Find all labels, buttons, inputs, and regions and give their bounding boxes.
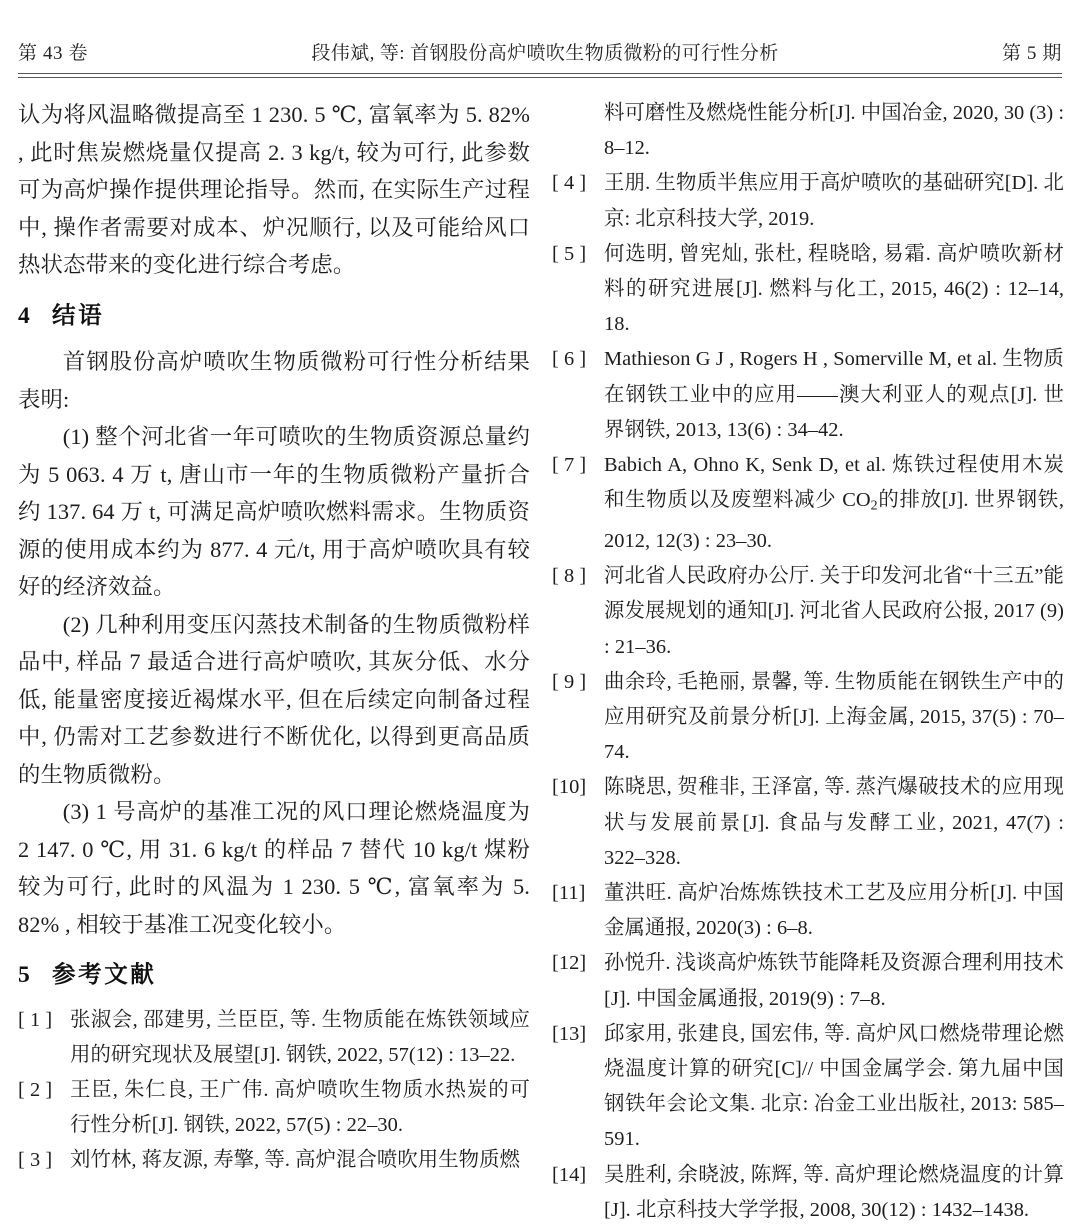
reference-item	[552, 237, 1064, 343]
reference-text: 吴胜利, 余晓波, 陈辉, 等. 高炉理论燃烧温度的计算[J]. 北京科技大学学报, 2008, 30(12) : 1432–1438.	[604, 1163, 1064, 1221]
header-rule-lower	[18, 77, 1062, 78]
spacer	[18, 943, 530, 957]
volume-label: 第 43 卷	[18, 43, 89, 64]
reference-text: 陈晓思, 贺稚非, 王泽富, 等. 蒸汽爆破技术的应用现状与发展前景[J]. 食品与发酵工业, 2021, 47(7) : 322–328.	[604, 776, 1064, 869]
paragraph-conclusion-1: (1) 整个河北省一年可喷吹的生物质资源总量约为 5 063. 4 万 t, 唐山市一年的生物质微粉产量折合约 137. 64 万 t, 可满足高炉喷吹燃料需求。生物质资源的使用成本约为 877. 4 元/t, 用于高炉喷吹具有较好的经济效益。	[18, 424, 530, 599]
reference-item	[552, 448, 1064, 559]
reference-text-pre: Babich A, Ohno K, Senk D, et al. 炼铁过程使用木炭和生物质以及废塑料减少 CO	[604, 454, 1064, 512]
reference-list-right	[552, 166, 1064, 1228]
reference-text: 王朋. 生物质半焦应用于高炉喷吹的基础研究[D]. 北京: 北京科技大学, 2019.	[604, 172, 1064, 230]
issue-label: 第 5 期	[1001, 43, 1062, 64]
reference-item	[552, 946, 1064, 1016]
reference-item	[552, 166, 1064, 236]
reference-item	[552, 876, 1064, 946]
reference-item	[552, 770, 1064, 876]
reference-text: 董洪旺. 高炉冶炼炼铁技术工艺及应用分析[J]. 中国金属通报, 2020(3) : 6–8.	[604, 881, 1064, 940]
reference-number: [14]	[552, 1163, 587, 1186]
reference-item	[552, 342, 1064, 448]
section-title: 结语	[52, 302, 105, 329]
reference-number: [ 3 ]	[18, 1149, 53, 1172]
paragraph-conclusion-3: (3) 1 号高炉的基准工况的风口理论燃烧温度为 2 147. 0 ℃, 用 31. 6 kg/t 的样品 7 替代 10 kg/t 煤粉较为可行, 此时的风温为 1 230. 5 ℃, 富氧率为 5. 82% , 相较于基准工况变化较小。	[18, 799, 530, 937]
spacer	[18, 995, 530, 1003]
reference-item	[552, 559, 1064, 665]
reference-text-co2	[604, 448, 1064, 559]
reference-text-post: 的排放[J]. 世界钢铁, 2012, 12(3) : 23–30.	[604, 489, 1065, 552]
paragraph-conclusion-2: (2) 几种利用变压闪蒸技术制备的生物质微粉样品中, 样品 7 最适合进行高炉喷吹, 其灰分低、水分低, 能量密度接近褐煤水平, 但在后续定向制备过程中, 仍需对工艺参数进行不断优化, 以得到更高品质的生物质微粉。	[18, 611, 530, 787]
subscript-2: 2	[870, 498, 878, 514]
reference-text: 何选明, 曾宪灿, 张杜, 程晓晗, 易霜. 高炉喷吹新材料的研究进展[J]. 燃料与化工, 2015, 46(2) : 12–14, 18.	[604, 242, 1064, 336]
reference-item	[18, 1003, 530, 1073]
reference-number: [ 9 ]	[552, 670, 587, 693]
reference-number: [ 1 ]	[18, 1008, 53, 1031]
page-title: 段伟斌, 等: 首钢股份高炉喷吹生物质微粉的可行性分析	[311, 43, 779, 64]
reference-item	[552, 1017, 1064, 1158]
right-column	[552, 96, 1064, 1228]
reference-item	[18, 1073, 530, 1143]
reference-text: 孙悦升. 浅谈高炉炼铁节能降耗及资源合理利用技术[J]. 中国金属通报, 2019(9) : 7–8.	[604, 952, 1064, 1010]
reference-list-left	[18, 1003, 530, 1179]
reference-text: Mathieson G J , Rogers H , Somerville M, et al. 生物质在钢铁工业中的应用——澳大利亚人的观点[J]. 世界钢铁, 2013, 13(6) : 34–42.	[604, 348, 1064, 441]
reference-text: 邱家用, 张建良, 国宏伟, 等. 高炉风口燃烧带理论燃烧温度计算的研究[C]// 中国金属学会. 第九届中国钢铁年会论文集. 北京: 冶金工业出版社, 2013: 585–591.	[604, 1022, 1064, 1151]
header-double-rule	[18, 73, 1062, 78]
reference-text: 河北省人民政府办公厅. 关于印发河北省“十三五”能源发展规划的通知[J]. 河北省人民政府公报, 2017 (9) : 21–36.	[604, 565, 1064, 658]
spacer	[18, 284, 530, 298]
reference-number: [10]	[552, 776, 587, 799]
section-heading-5	[18, 957, 530, 995]
reference-number: [12]	[552, 952, 587, 975]
running-head	[18, 38, 1062, 68]
reference-number: [ 2 ]	[18, 1078, 53, 1101]
reference-item	[18, 1143, 530, 1178]
reference-number: [ 6 ]	[552, 348, 587, 371]
reference-text: 曲余玲, 毛艳丽, 景馨, 等. 生物质能在钢铁生产中的应用研究及前景分析[J]. 上海金属, 2015, 37(5) : 70–74.	[604, 670, 1064, 764]
spacer	[18, 335, 530, 343]
reference-number: [ 8 ]	[552, 565, 587, 588]
continued-paragraph: 认为将风温略微提高至 1 230. 5 ℃, 富氧率为 5. 82% , 此时焦炭燃烧量仅提高 2. 3 kg/t, 较为可行, 此参数可为高炉操作提供理论指导。然而, 在实际生产过程中, 操作者需要对成本、炉况顺行, 以及可能给风口热状态带来的变化进行综合考虑。	[18, 102, 530, 277]
reference-text: 王臣, 朱仁良, 王广伟. 高炉喷吹生物质水热炭的可行性分析[J]. 钢铁, 2022, 57(5) : 22–30.	[70, 1078, 530, 1137]
reference-number: [13]	[552, 1022, 587, 1045]
section-number: 4	[18, 302, 30, 329]
left-column	[18, 96, 530, 1179]
reference-text: 刘竹林, 蒋友源, 寿擎, 等. 高炉混合喷吹用生物质燃	[70, 1149, 520, 1172]
reference-number: [ 4 ]	[552, 172, 587, 195]
reference-number: [11]	[552, 881, 586, 904]
reference-number: [ 5 ]	[552, 242, 587, 265]
paragraph-conclusion-intro: 首钢股份高炉喷吹生物质微粉可行性分析结果表明:	[18, 349, 530, 412]
reference-item	[552, 1158, 1064, 1228]
reference-item	[552, 665, 1064, 771]
reference-text: 张淑会, 邵建男, 兰臣臣, 等. 生物质能在炼铁领域应用的研究现状及展望[J]. 钢铁, 2022, 57(12) : 13–22.	[70, 1008, 530, 1066]
section-number: 5	[18, 962, 30, 988]
section-heading-4	[18, 298, 530, 336]
header-rule-upper	[18, 73, 1062, 74]
reference-number: [ 7 ]	[552, 454, 587, 477]
reference-3-continuation: 料可磨性及燃烧性能分析[J]. 中国冶金, 2020, 30 (3) : 8–12.	[604, 102, 1064, 160]
section-title: 参考文献	[52, 962, 157, 988]
